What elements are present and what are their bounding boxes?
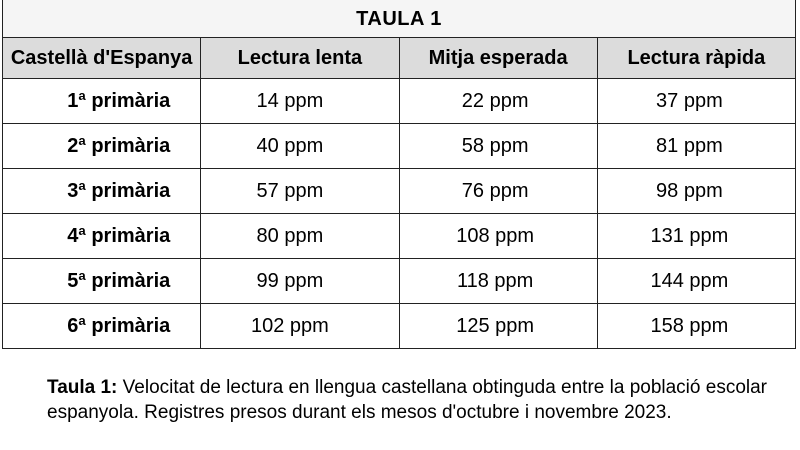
slow-value-cell: 57 ppm <box>201 169 399 214</box>
average-value-cell: 108 ppm <box>399 214 597 259</box>
grade-cell: 4ª primària <box>3 214 201 259</box>
column-header-expected-average: Mitja esperada <box>399 38 597 79</box>
slow-value-cell: 102 ppm <box>201 304 399 349</box>
table-row <box>3 124 796 169</box>
average-value-cell: 76 ppm <box>399 169 597 214</box>
fast-value-cell: 81 ppm <box>597 124 795 169</box>
fast-value-cell: 98 ppm <box>597 169 795 214</box>
caption-label: Taula 1: <box>47 377 118 398</box>
table-header-row <box>3 38 796 79</box>
table-row <box>3 259 796 304</box>
table-title-row <box>3 0 796 38</box>
table-caption <box>47 375 767 425</box>
slow-value-cell: 80 ppm <box>201 214 399 259</box>
column-header-fast-reading: Lectura ràpida <box>597 38 795 79</box>
grade-cell: 5ª primària <box>3 259 201 304</box>
table-row <box>3 214 796 259</box>
grade-cell: 3ª primària <box>3 169 201 214</box>
table-title: TAULA 1 <box>3 0 796 38</box>
slow-value-cell: 99 ppm <box>201 259 399 304</box>
table-row <box>3 304 796 349</box>
grade-cell: 2ª primària <box>3 124 201 169</box>
slow-value-cell: 14 ppm <box>201 79 399 124</box>
average-value-cell: 58 ppm <box>399 124 597 169</box>
caption-text: Velocitat de lectura en llengua castellana obtinguda entre la població escolar espanyola. Registres presos durant els mesos d'octubre i novembre 2023. <box>47 377 767 423</box>
fast-value-cell: 158 ppm <box>597 304 795 349</box>
reading-speed-table <box>2 0 796 349</box>
slow-value-cell: 40 ppm <box>201 124 399 169</box>
average-value-cell: 22 ppm <box>399 79 597 124</box>
fast-value-cell: 144 ppm <box>597 259 795 304</box>
column-header-slow-reading: Lectura lenta <box>201 38 399 79</box>
average-value-cell: 118 ppm <box>399 259 597 304</box>
column-header-language: Castellà d'Espanya <box>3 38 201 79</box>
grade-cell: 1ª primària <box>3 79 201 124</box>
table-row <box>3 169 796 214</box>
fast-value-cell: 37 ppm <box>597 79 795 124</box>
table-row <box>3 79 796 124</box>
grade-cell: 6ª primària <box>3 304 201 349</box>
fast-value-cell: 131 ppm <box>597 214 795 259</box>
average-value-cell: 125 ppm <box>399 304 597 349</box>
